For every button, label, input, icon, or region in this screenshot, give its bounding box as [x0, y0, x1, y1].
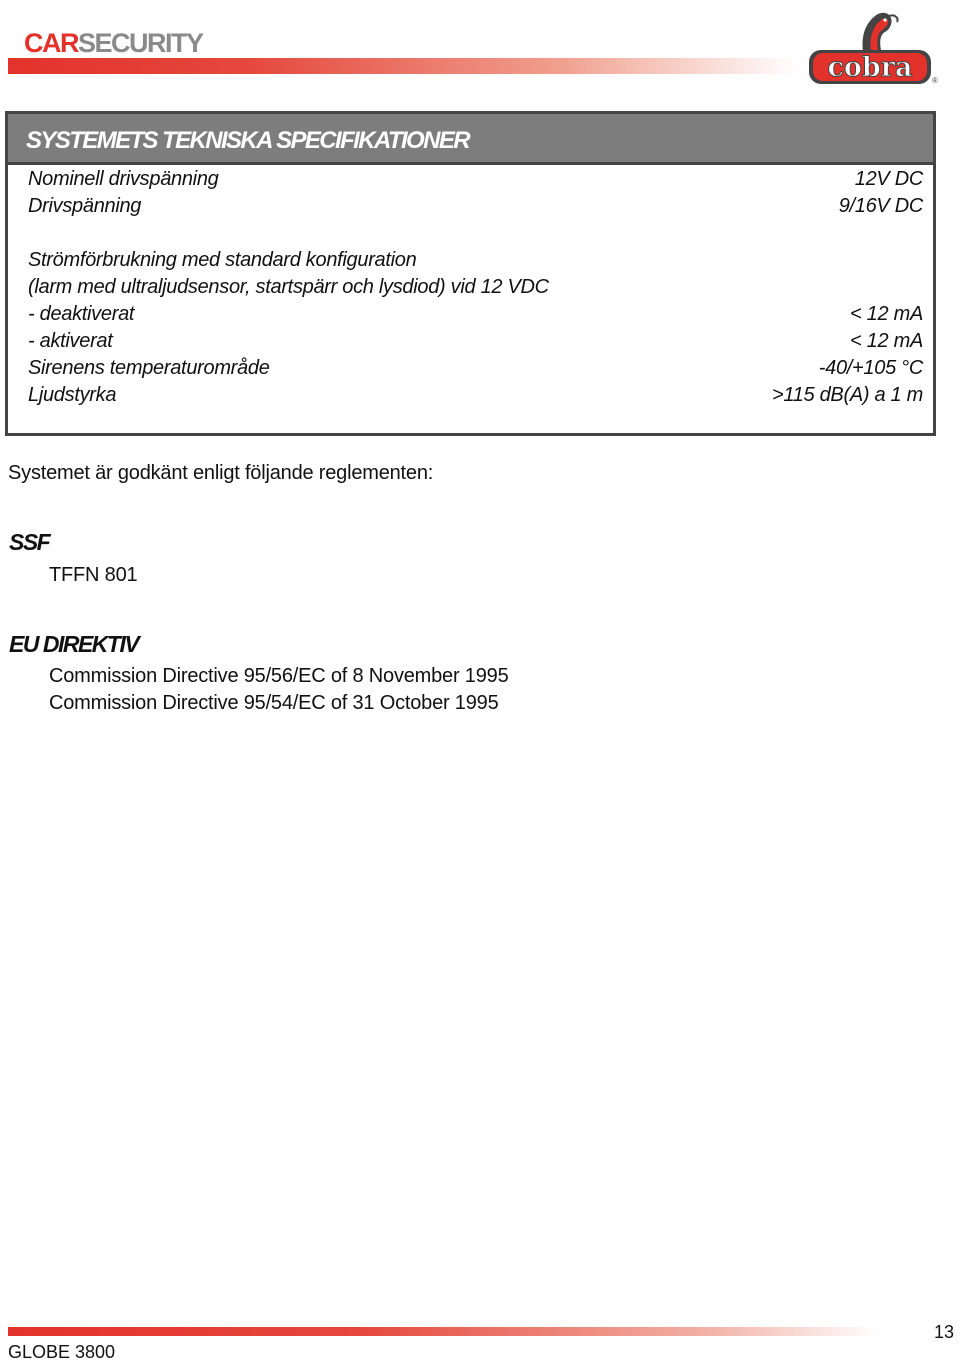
logo-wordmark: cobra	[827, 52, 913, 83]
section-heading-eu: EU DIREKTIV	[9, 631, 139, 657]
spec-label: Strömförbrukning med standard konfiguration	[28, 249, 417, 271]
cobra-logo	[805, 6, 937, 88]
section-item: Commission Directive 95/54/EC of 31 October 1995	[49, 692, 499, 714]
spec-row	[28, 301, 923, 328]
spec-label: Nominell drivspänning	[28, 168, 219, 190]
header-gradient-bar	[8, 58, 798, 74]
footer-gradient-bar	[8, 1327, 878, 1336]
spec-label: Sirenens temperaturområde	[28, 357, 270, 379]
spec-value: >115 dB(A) a 1 m	[771, 384, 923, 406]
spec-label: Drivspänning	[28, 195, 142, 217]
spec-label: - deaktiverat	[28, 303, 135, 325]
spec-value: 9/16V DC	[838, 195, 923, 217]
spec-label: (larm med ultraljudsensor, startspärr och lysdiod) vid 12 VDC	[28, 276, 549, 298]
page-number: 13	[934, 1322, 955, 1342]
spec-value: 12V DC	[854, 168, 923, 190]
brand-wordmark	[24, 30, 203, 57]
brand-car-text: CAR	[24, 28, 78, 58]
spec-value: < 12 mA	[850, 303, 923, 325]
spec-row	[28, 274, 923, 301]
spec-row	[28, 328, 923, 355]
spec-value: < 12 mA	[850, 330, 923, 352]
spec-row	[28, 166, 923, 193]
spec-label: - aktiverat	[28, 330, 113, 352]
brand-security-text: SECURITY	[78, 28, 203, 58]
approval-intro: Systemet är godkänt enligt följande reglementen:	[8, 462, 434, 484]
section-heading-ssf: SSF	[9, 529, 50, 555]
spec-value: -40/+105 °C	[818, 357, 923, 379]
footer-model-name: GLOBE 3800	[8, 1342, 116, 1362]
spec-table	[5, 111, 936, 436]
spec-row	[28, 355, 923, 382]
spec-row	[28, 382, 923, 409]
spec-title: SYSTEMETS TEKNISKA SPECIFIKATIONER	[26, 127, 469, 154]
spec-row	[28, 193, 923, 220]
registered-mark: ®	[932, 76, 938, 85]
spec-header	[8, 114, 933, 165]
section-item: Commission Directive 95/56/EC of 8 November 1995	[49, 665, 509, 687]
section-item: TFFN 801	[49, 564, 138, 586]
spec-label: Ljudstyrka	[28, 384, 117, 406]
spec-row	[28, 247, 923, 274]
